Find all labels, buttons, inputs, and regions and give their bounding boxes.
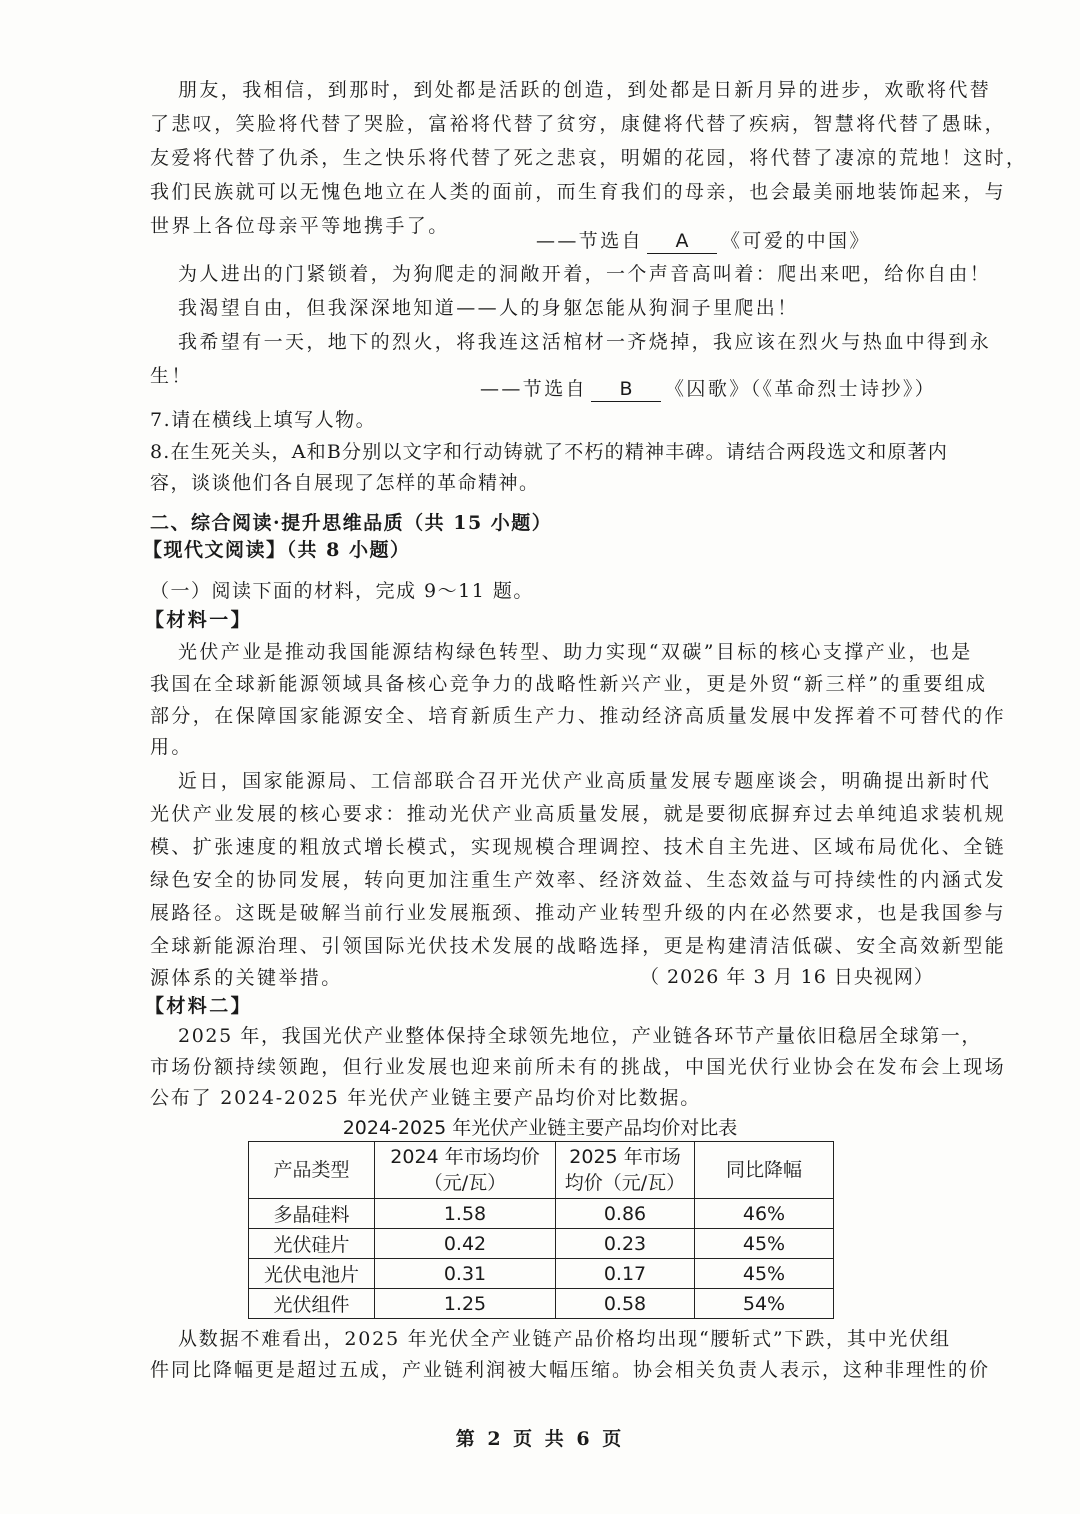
material2-line: 市场份额持续领跑，但行业发展也迎来前所未有的挑战，中国光伏行业协会在发布会上现场 (150, 1056, 1007, 1078)
table-cell: 0.17 (556, 1259, 695, 1289)
source-prefix: ——节选自 (480, 378, 588, 400)
table-cell: 光伏电池片 (249, 1259, 375, 1289)
section-subtitle: 【现代文阅读】（共 8 小题） (143, 539, 411, 561)
column-header: 同比降幅 (695, 1142, 834, 1199)
table-row (249, 1289, 834, 1319)
price-table (248, 1141, 834, 1319)
table-cell: 45% (695, 1259, 834, 1289)
material1-line: 源体系的关键举措。 (150, 967, 343, 989)
table-cell: 1.25 (375, 1289, 556, 1319)
table-cell: 0.58 (556, 1289, 695, 1319)
material1-line: 绿色安全的协同发展，转向更加注重生产效率、经济效益、生态效益与可持续性的内涵式发 (150, 869, 1007, 891)
column-header: 2024 年市场均价 （元/瓦） (375, 1142, 556, 1199)
table-cell: 0.23 (556, 1229, 695, 1259)
material2-line: 公布了 2024-2025 年光伏产业链主要产品均价对比数据。 (150, 1087, 702, 1109)
material2-heading: 【材料二】 (145, 995, 253, 1017)
passage1-line: 我们民族就可以无愧色地立在人类的面前，而生育我们的母亲，也会最美丽地装饰起来，与 (150, 181, 1007, 203)
answer-blank-b[interactable]: B (591, 377, 661, 402)
material1-line: 用。 (150, 736, 193, 758)
table-cell: 0.42 (375, 1229, 556, 1259)
material1-line: 我国在全球新能源领域具备核心竞争力的战略性新兴产业，更是外贸“新三样”的重要组成 (150, 673, 988, 695)
passage1-line: 世界上各位母亲平等地携手了。 (150, 215, 450, 237)
table-cell: 光伏组件 (249, 1289, 375, 1319)
material1-line: 展路径。这既是破解当前行业发展瓶颈、推动产业转型升级的内在必然要求，也是我国参与 (150, 902, 1007, 924)
table-caption: 2024-2025 年光伏产业链主要产品均价对比表 (342, 1117, 738, 1139)
table-row (249, 1199, 834, 1229)
table-row (249, 1229, 834, 1259)
table-cell: 0.31 (375, 1259, 556, 1289)
material2-line: 2025 年，我国光伏产业整体保持全球领先地位，产业链各环节产量依旧稳居全球第一， (178, 1025, 982, 1047)
section-title: 二、综合阅读·提升思维品质（共 15 小题） (150, 512, 553, 534)
passage1-line: 了悲叹，笑脸将代替了哭脸，富裕将代替了贫穷，康健将代替了疾病，智慧将代替了愚昧， (150, 113, 1007, 135)
table-cell: 45% (695, 1229, 834, 1259)
material1-line: 全球新能源治理、引领国际光伏技术发展的战略选择，更是构建清洁低碳、安全高效新型能 (150, 935, 1007, 957)
table-cell: 1.58 (375, 1199, 556, 1229)
table-cell: 光伏硅片 (249, 1229, 375, 1259)
source-title: 《囚歌》（《革命烈士诗抄》） (665, 378, 937, 400)
table-cell: 0.86 (556, 1199, 695, 1229)
page-number: 第 2 页 共 6 页 (455, 1428, 625, 1450)
table-cell: 46% (695, 1199, 834, 1229)
passage2-line: 为人进出的门紧锁着，为狗爬走的洞敞开着，一个声音高叫着：爬出来吧，给你自由！ (178, 263, 992, 285)
material1-line: 光伏产业是推动我国能源结构绿色转型、助力实现“双碳”目标的核心支撑产业，也是 (178, 641, 973, 663)
question-7: 7.请在横线上填写人物。 (150, 409, 377, 431)
table-row (249, 1259, 834, 1289)
material1-line: 光伏产业发展的核心要求：推动光伏产业高质量发展，就是要彻底摒弃过去单纯追求装机规 (150, 803, 1007, 825)
material1-line: 模、扩张速度的粗放式增长模式，实现规模合理调控、技术自主先进、区域布局优化、全链 (150, 836, 1007, 858)
question-8-cont: 容，谈谈他们各自展现了怎样的革命精神。 (150, 472, 540, 494)
passage1-line: 朋友，我相信，到那时，到处都是活跃的创造，到处都是日新月异的进步，欢歌将代替 (178, 79, 992, 101)
passage1-source (536, 229, 871, 254)
table-cell: 多晶硅料 (249, 1199, 375, 1229)
material1-line: 部分，在保障国家能源安全、培育新质生产力、推动经济高质量发展中发挥着不可替代的作 (150, 705, 1007, 727)
material1-heading: 【材料一】 (145, 609, 253, 631)
passage2-line: 我渴望自由，但我深深地知道——人的身躯怎能从狗洞子里爬出！ (178, 297, 799, 319)
table-cell: 54% (695, 1289, 834, 1319)
material2-line: 件同比降幅更是超过五成，产业链利润被大幅压缩。协会相关负责人表示，这种非理性的价 (150, 1359, 991, 1381)
table-header-row (249, 1142, 834, 1199)
passage2-line: 生！ (150, 365, 193, 387)
part-instruction: （一）阅读下面的材料，完成 9～11 题。 (150, 580, 534, 602)
passage2-source (480, 377, 936, 402)
material2-line: 从数据不难看出，2025 年光伏全产业链产品价格均出现“腰斩式”下跌，其中光伏组 (178, 1328, 951, 1350)
material1-line: 近日，国家能源局、工信部联合召开光伏产业高质量发展专题座谈会，明确提出新时代 (178, 770, 992, 792)
passage2-line: 我希望有一天，地下的烈火，将我连这活棺材一齐烧掉，我应该在烈火与热血中得到永 (178, 331, 992, 353)
column-header: 2025 年市场 均价（元/瓦） (556, 1142, 695, 1199)
question-8: 8.在生死关头，A和B分别以文字和行动铸就了不朽的精神丰碑。请结合两段选文和原著内 (150, 441, 949, 463)
column-header: 产品类型 (249, 1142, 375, 1199)
passage1-line: 友爱将代替了仇杀，生之快乐将代替了死之悲哀，明媚的花园，将代替了凄凉的荒地！这时， (150, 147, 1028, 169)
source-prefix: ——节选自 (536, 230, 644, 252)
answer-blank-a[interactable]: A (647, 229, 717, 254)
source-title: 《可爱的中国》 (721, 230, 871, 252)
material1-source: （ 2026 年 3 月 16 日央视网） (640, 966, 934, 988)
